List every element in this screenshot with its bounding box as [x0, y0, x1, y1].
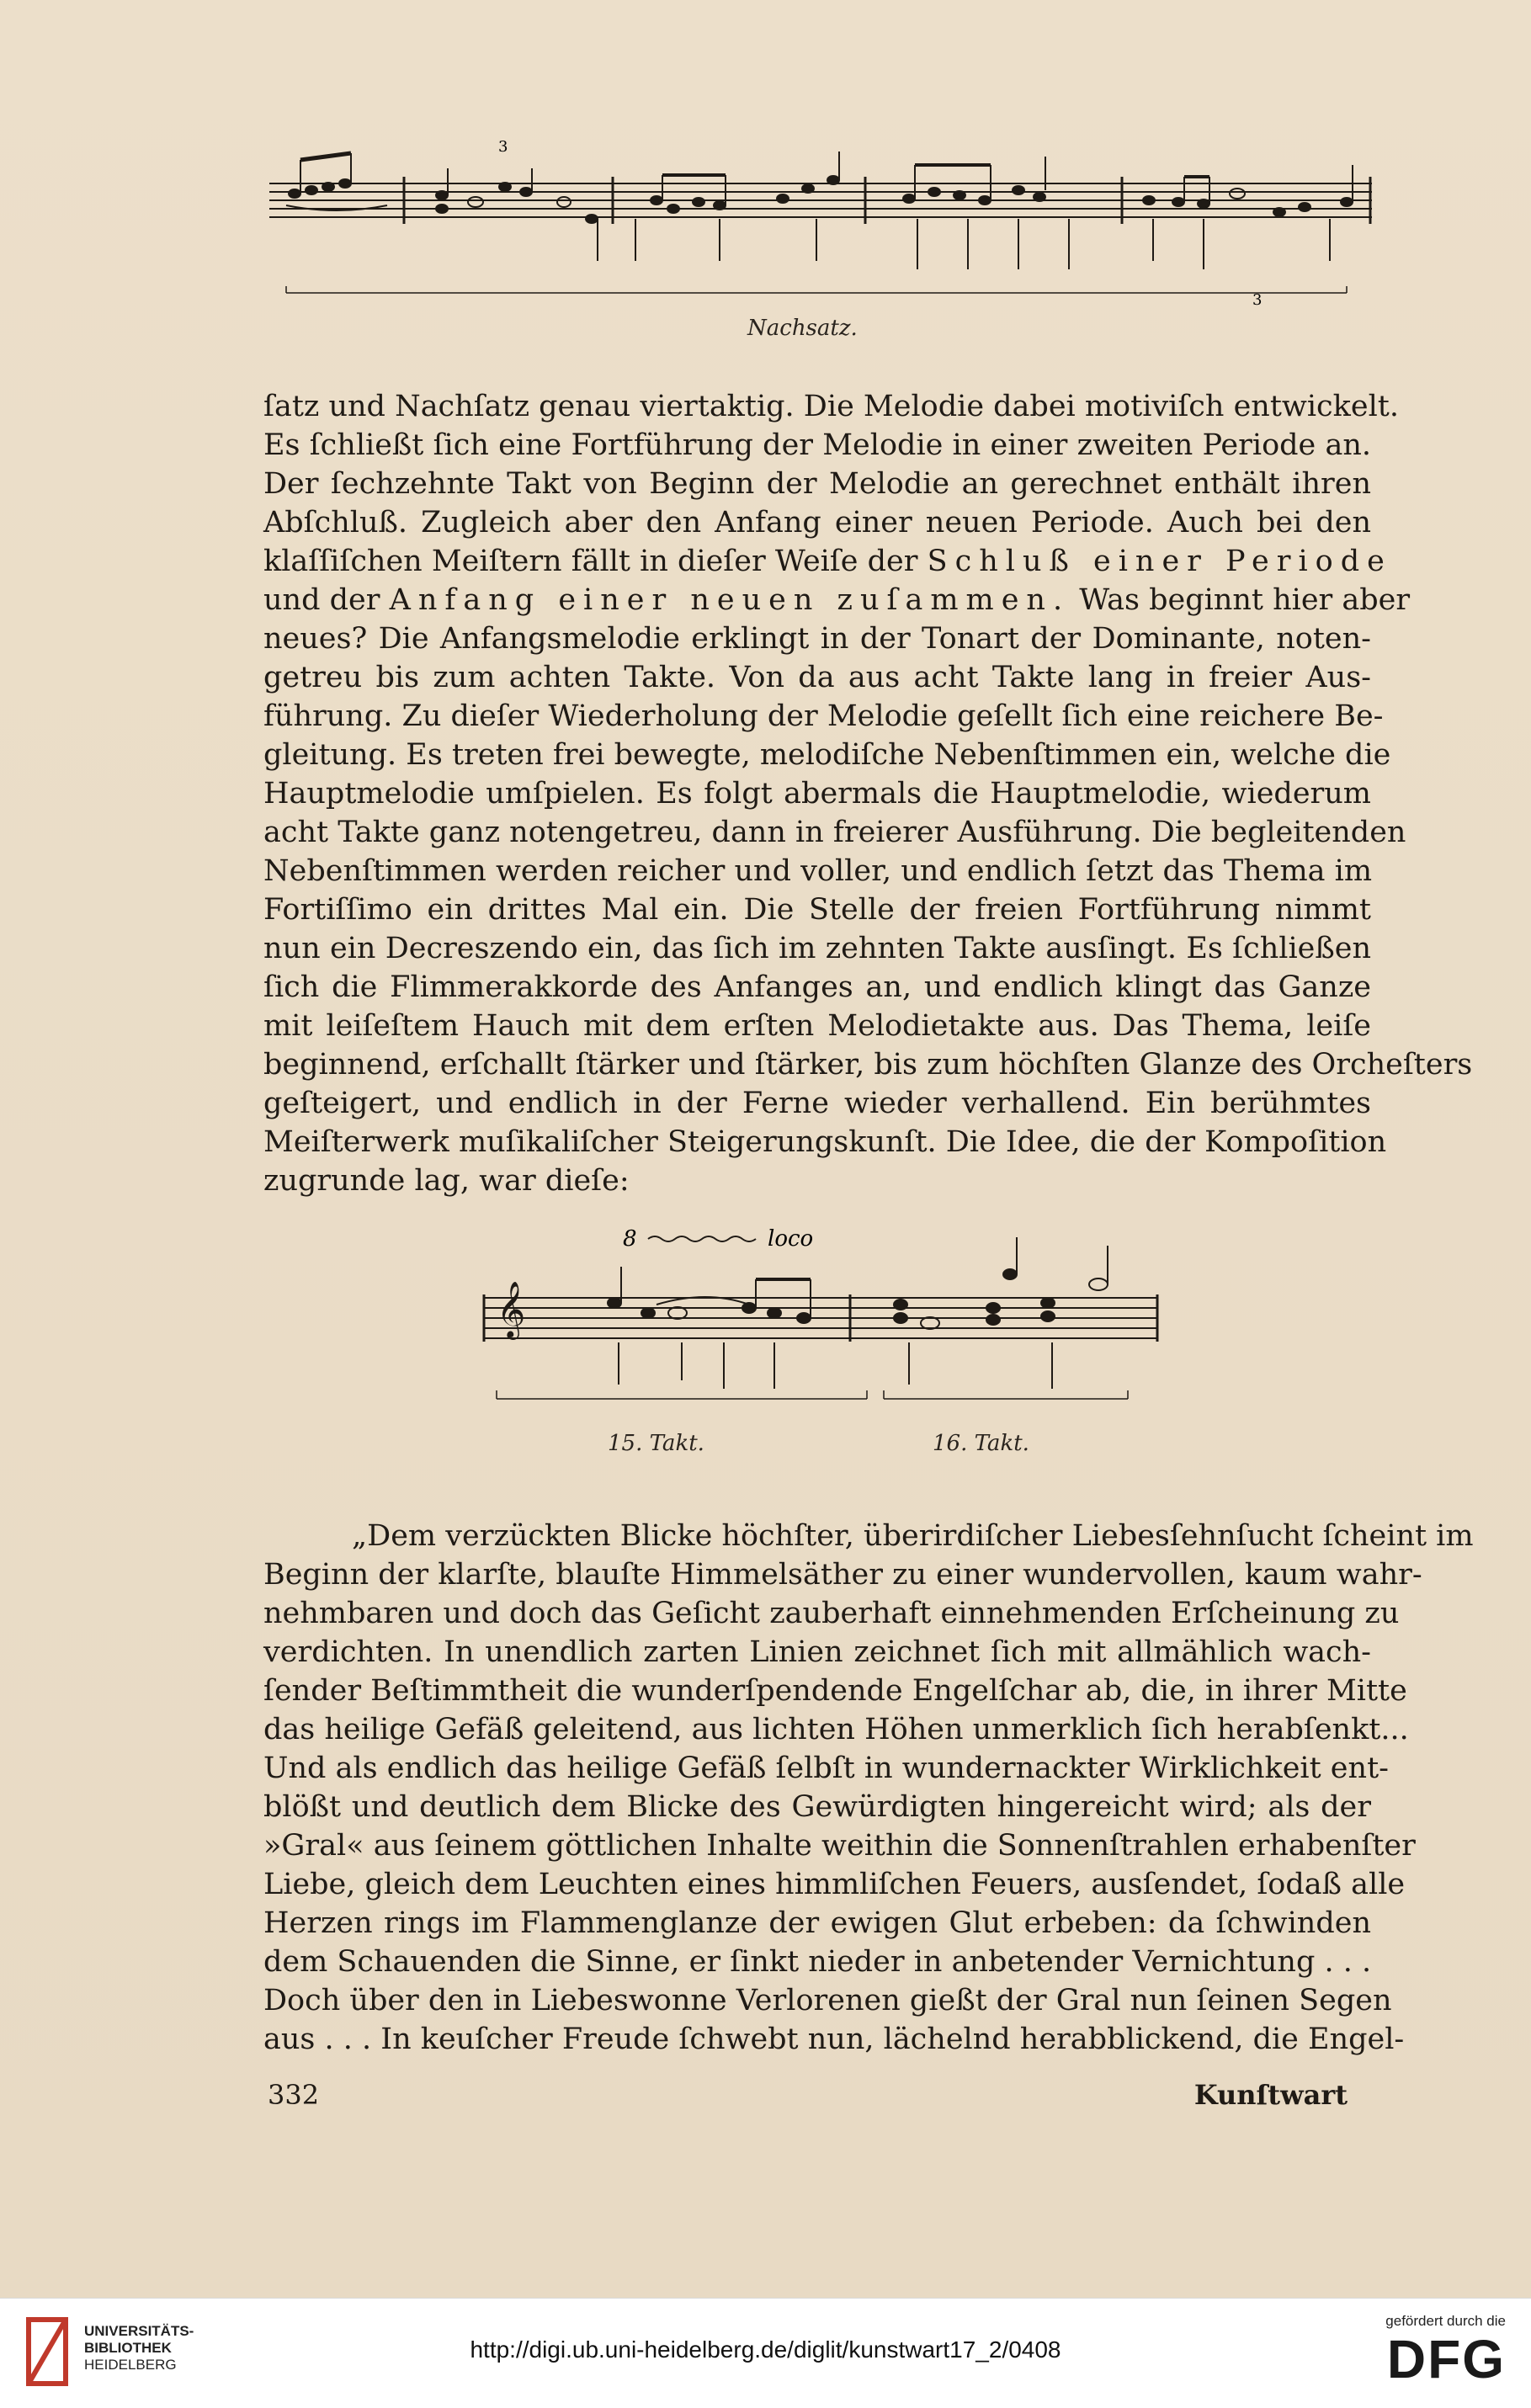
score-caption-nachsatz: Nachsatz. — [747, 316, 858, 341]
text-line: das heilige Gefäß geleitend, aus lichten Höhen unmerklich ſich herabſenkt... — [263, 1713, 1409, 1746]
text-line: Hauptmelodie umſpielen. Es folgt abermals die Hauptmelodie, wiederum — [263, 777, 1371, 811]
text-line: Beginn der klarſte, blauſte Himmelsäther zu einer wundervollen, kaum wahr- — [263, 1558, 1422, 1592]
emphasized-text: Schluß einer Periode — [927, 545, 1392, 578]
document-url-link[interactable]: http://digi.ub.uni-heidelberg.de/diglit/kunstwart17_2/0408 — [470, 2336, 1061, 2363]
text-line: und der Anfang einer neuen zuſammen. Was beginnt hier aber — [263, 583, 1411, 617]
text-line: Fortiſſimo ein drittes Mal ein. Die Stelle der freien Fortführung nimmt — [263, 893, 1371, 927]
page-number: 332 — [268, 2079, 320, 2111]
caption-takt-16: 16. Takt. — [933, 1431, 1029, 1456]
text-line: Und als endlich das heilige Gefäß ſelbſt in wundernackter Wirklichkeit ent- — [263, 1752, 1389, 1785]
text-line: verdichten. In unendlich zarten Linien zeichnet ſich mit allmählich wach- — [263, 1635, 1371, 1669]
text-line: „Dem verzückten Blicke höchſter, überirdiſcher Liebesſehnſucht ſcheint im — [352, 1519, 1474, 1553]
text-line: nehmbaren und doch das Geſicht zauberhaft einnehmenden Erſcheinung zu — [263, 1597, 1400, 1630]
text-line: blößt und deutlich dem Blicke des Gewürdigten hingereicht wird; als der — [263, 1790, 1371, 1824]
text-line: klaſſiſchen Meiſtern fällt in dieſer Weiſe der Schluß einer Periode — [263, 545, 1392, 578]
dfg-logo: DFG — [1386, 2329, 1506, 2389]
ottava-mark: 8 — [623, 1226, 637, 1252]
body-paragraph-1 — [263, 387, 1473, 1200]
text-line: führung. Zu dieſer Wiederholung der Melodie geſellt ſich eine reichere Be- — [263, 699, 1384, 733]
text-line: aus . . . In keuſcher Freude ſchwebt nun, lächelnd herabblickend, die Engel- — [263, 2023, 1405, 2056]
text-line: acht Takte ganz notengetreu, dann in freierer Ausführung. Die begleitenden — [263, 816, 1406, 849]
text-line: beginnend, erſchallt ſtärker und ſtärker, bis zum höchſten Glanze des Orcheſters — [263, 1048, 1473, 1082]
emphasized-text: Anfang einer neuen zuſammen. — [389, 583, 1071, 617]
text-line: geſteigert, und endlich in der Ferne wieder verhallend. Ein berühmtes — [263, 1087, 1371, 1120]
triplet-mark: 3 — [1252, 291, 1263, 309]
text-line: Herzen rings im Flammenglanze der ewigen Glut erbeben: da ſchwinden — [263, 1906, 1371, 1940]
text-line: getreu bis zum achten Takte. Von da aus acht Takte lang in freier Aus- — [263, 661, 1371, 694]
triplet-mark: 3 — [498, 138, 508, 156]
journal-title: Kunſtwart — [1193, 2079, 1348, 2111]
text-line: dem Schauenden die Sinne, er ſinkt nieder in anbetender Vernichtung . . . — [263, 1945, 1372, 1979]
funded-by-label: gefördert durch die — [1385, 2313, 1506, 2329]
treble-clef-icon: 𝄞 — [497, 1280, 526, 1337]
text-line: Liebe, gleich dem Leuchten eines himmliſchen Feuers, ausſendet, ſodaß alle — [263, 1868, 1406, 1901]
body-paragraph-2 — [263, 1517, 1474, 2059]
text-line: ſender Beſtimmtheit die wunderſpendende Engelſchar ab, die, in ihrer Mitte — [263, 1674, 1407, 1708]
text-line: Der ſechzehnte Takt von Beginn der Melodie an gerechnet enthält ihren — [263, 467, 1371, 501]
loco-mark: loco — [768, 1226, 814, 1252]
text-line: mit leiſeſtem Hauch mit dem erſten Melodietakte aus. Das Thema, leiſe — [263, 1009, 1371, 1043]
caption-takt-15: 15. Takt. — [608, 1431, 704, 1456]
text-line: Doch über den in Liebeswonne Verlorenen gießt der Gral nun ſeinen Segen — [263, 1984, 1392, 2017]
text-line: gleitung. Es treten frei bewegte, melodiſche Nebenſtimmen ein, welche die — [263, 738, 1391, 772]
text-line: ſich die Flimmerakkorde des Anfanges an, und endlich klingt das Ganze — [263, 970, 1371, 1004]
text-line: neues? Die Anfangsmelodie erklingt in der Tonart der Dominante, noten- — [263, 622, 1371, 656]
text-line: »Gral« aus ſeinem göttlichen Inhalte weithin die Sonnenſtrahlen erhabenſter — [263, 1829, 1416, 1863]
text-line: Nebenſtimmen werden reicher und voller, und endlich ſetzt das Thema im — [263, 854, 1373, 888]
text-line: Abſchluß. Zugleich aber den Anfang einer neuen Periode. Auch bei den — [263, 506, 1371, 540]
text-line: Meiſterwerk muſikaliſcher Steigerungskunſt. Die Idee, die der Kompoſition — [263, 1125, 1387, 1159]
library-name[interactable]: UNIVERSITÄTS- BIBLIOTHEK HEIDELBERG — [84, 2323, 194, 2373]
text-line: Es ſchließt ſich eine Fortführung der Melodie in einer zweiten Periode an. — [263, 428, 1371, 462]
funder-block[interactable] — [1385, 2313, 1506, 2389]
text-line: zugrunde lag, war dieſe: — [263, 1164, 630, 1198]
music-score-nachsatz — [261, 135, 1380, 309]
music-score-takte — [471, 1220, 1178, 1414]
text-line: nun ein Decreszendo ein, das ſich im zehnten Takte ausſingt. Es ſchließen — [263, 932, 1371, 965]
text-line: ſatz und Nachſatz genau viertaktig. Die Melodie dabei motiviſch entwickelt. — [263, 390, 1399, 423]
